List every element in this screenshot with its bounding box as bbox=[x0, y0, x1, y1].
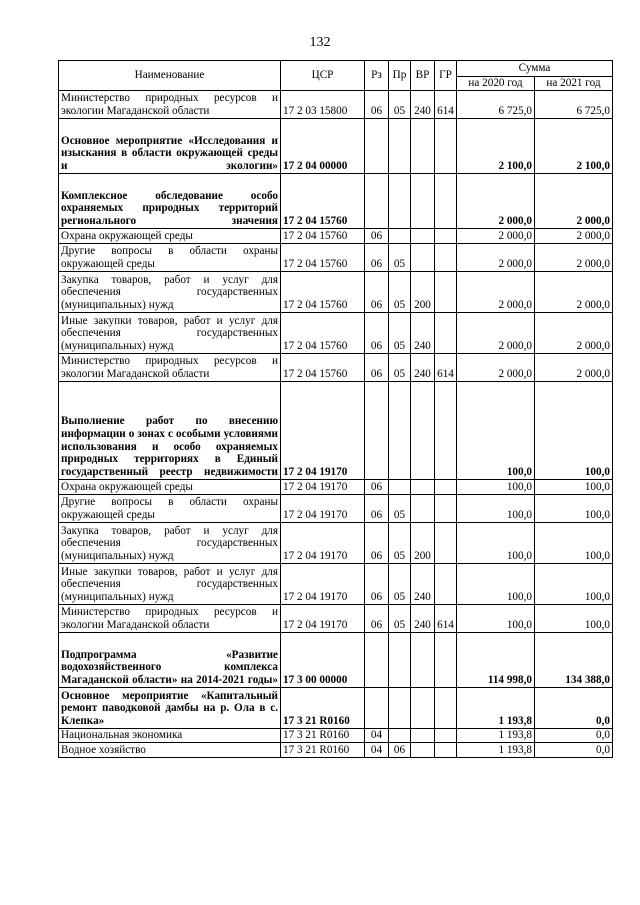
cell-gr bbox=[435, 495, 457, 523]
cell-name: Министерство природных ресурсов и экологии Магаданской области bbox=[59, 605, 281, 633]
cell-csr: 17 2 04 00000 bbox=[281, 119, 365, 174]
cell-vr bbox=[411, 729, 435, 743]
cell-name: Охрана окружающей среды bbox=[59, 480, 281, 495]
cell-gr bbox=[435, 174, 457, 229]
cell-sum-2021: 100,0 bbox=[535, 605, 613, 633]
cell-gr bbox=[435, 564, 457, 605]
cell-sum-2021: 2 000,0 bbox=[535, 354, 613, 382]
cell-sum-2020: 114 998,0 bbox=[457, 633, 535, 688]
cell-rz bbox=[365, 174, 389, 229]
table-row bbox=[59, 633, 613, 688]
cell-vr: 240 bbox=[411, 313, 435, 354]
cell-rz: 06 bbox=[365, 605, 389, 633]
cell-gr bbox=[435, 743, 457, 758]
cell-sum-2020: 2 000,0 bbox=[457, 354, 535, 382]
cell-csr: 17 2 03 15800 bbox=[281, 91, 365, 119]
cell-sum-2021: 2 000,0 bbox=[535, 244, 613, 272]
cell-rz: 06 bbox=[365, 229, 389, 244]
cell-pr: 05 bbox=[389, 495, 411, 523]
cell-name: Иные закупки товаров, работ и услуг для обеспечения государственных (муниципальных) нужд bbox=[59, 313, 281, 354]
cell-name: Выполнение работ по внесению информации о зонах с особыми условиями использования и особо охраняемых природных территориях в Единый государственный реестр недвижимости bbox=[59, 382, 281, 480]
cell-pr bbox=[389, 688, 411, 729]
cell-sum-2021: 0,0 bbox=[535, 729, 613, 743]
cell-vr bbox=[411, 688, 435, 729]
cell-rz: 06 bbox=[365, 354, 389, 382]
cell-sum-2020: 100,0 bbox=[457, 523, 535, 564]
cell-rz: 06 bbox=[365, 495, 389, 523]
cell-gr bbox=[435, 633, 457, 688]
cell-sum-2021: 100,0 bbox=[535, 564, 613, 605]
table-row bbox=[59, 354, 613, 382]
table-row bbox=[59, 119, 613, 174]
table-header bbox=[59, 61, 613, 91]
cell-pr bbox=[389, 229, 411, 244]
cell-csr: 17 2 04 15760 bbox=[281, 174, 365, 229]
cell-sum-2020: 100,0 bbox=[457, 495, 535, 523]
cell-sum-2021: 100,0 bbox=[535, 523, 613, 564]
cell-rz: 06 bbox=[365, 564, 389, 605]
cell-vr bbox=[411, 229, 435, 244]
table-row bbox=[59, 229, 613, 244]
cell-sum-2020: 2 000,0 bbox=[457, 244, 535, 272]
cell-pr: 05 bbox=[389, 272, 411, 313]
table-row bbox=[59, 91, 613, 119]
cell-vr bbox=[411, 495, 435, 523]
cell-gr: 614 bbox=[435, 354, 457, 382]
header-sum: Сумма bbox=[457, 61, 613, 77]
cell-sum-2020: 6 725,0 bbox=[457, 91, 535, 119]
cell-csr: 17 3 00 00000 bbox=[281, 633, 365, 688]
cell-pr: 05 bbox=[389, 523, 411, 564]
table-row bbox=[59, 272, 613, 313]
cell-sum-2020: 100,0 bbox=[457, 564, 535, 605]
cell-csr: 17 2 04 15760 bbox=[281, 229, 365, 244]
cell-sum-2020: 1 193,8 bbox=[457, 688, 535, 729]
cell-sum-2020: 1 193,8 bbox=[457, 743, 535, 758]
cell-gr bbox=[435, 244, 457, 272]
table-row bbox=[59, 605, 613, 633]
cell-name: Национальная экономика bbox=[59, 729, 281, 743]
cell-sum-2020: 100,0 bbox=[457, 480, 535, 495]
cell-rz: 06 bbox=[365, 523, 389, 564]
header-year-2021: на 2021 год bbox=[535, 77, 613, 91]
page-number: 132 bbox=[309, 35, 331, 50]
cell-vr bbox=[411, 480, 435, 495]
cell-sum-2021: 2 000,0 bbox=[535, 313, 613, 354]
cell-csr: 17 3 21 R0160 bbox=[281, 688, 365, 729]
cell-gr bbox=[435, 729, 457, 743]
cell-sum-2021: 2 000,0 bbox=[535, 174, 613, 229]
cell-vr bbox=[411, 244, 435, 272]
cell-rz: 06 bbox=[365, 91, 389, 119]
cell-rz: 06 bbox=[365, 480, 389, 495]
table-body bbox=[59, 91, 613, 758]
cell-sum-2020: 2 100,0 bbox=[457, 119, 535, 174]
cell-name: Закупка товаров, работ и услуг для обеспечения государственных (муниципальных) нужд bbox=[59, 272, 281, 313]
cell-sum-2021: 100,0 bbox=[535, 480, 613, 495]
header-year-2020: на 2020 год bbox=[457, 77, 535, 91]
cell-gr bbox=[435, 382, 457, 480]
table-row bbox=[59, 480, 613, 495]
cell-sum-2021: 2 000,0 bbox=[535, 272, 613, 313]
cell-sum-2020: 2 000,0 bbox=[457, 313, 535, 354]
cell-gr bbox=[435, 523, 457, 564]
cell-rz: 06 bbox=[365, 272, 389, 313]
header-gr: ГР bbox=[435, 61, 457, 91]
table-row bbox=[59, 244, 613, 272]
cell-gr bbox=[435, 119, 457, 174]
table-row bbox=[59, 743, 613, 758]
cell-sum-2021: 2 000,0 bbox=[535, 229, 613, 244]
cell-vr bbox=[411, 174, 435, 229]
table-row bbox=[59, 688, 613, 729]
cell-csr: 17 2 04 19170 bbox=[281, 523, 365, 564]
cell-csr: 17 3 21 R0160 bbox=[281, 729, 365, 743]
cell-name: Охрана окружающей среды bbox=[59, 229, 281, 244]
cell-sum-2020: 2 000,0 bbox=[457, 174, 535, 229]
cell-name: Другие вопросы в области охраны окружающей среды bbox=[59, 244, 281, 272]
table-row bbox=[59, 495, 613, 523]
cell-sum-2020: 1 193,8 bbox=[457, 729, 535, 743]
cell-csr: 17 2 04 15760 bbox=[281, 313, 365, 354]
table-row bbox=[59, 729, 613, 743]
cell-vr: 240 bbox=[411, 605, 435, 633]
cell-rz: 06 bbox=[365, 313, 389, 354]
cell-gr bbox=[435, 313, 457, 354]
table-row bbox=[59, 174, 613, 229]
header-vr: ВР bbox=[411, 61, 435, 91]
cell-pr bbox=[389, 480, 411, 495]
cell-csr: 17 2 04 19170 bbox=[281, 605, 365, 633]
cell-rz: 04 bbox=[365, 743, 389, 758]
cell-sum-2020: 2 000,0 bbox=[457, 272, 535, 313]
cell-pr bbox=[389, 174, 411, 229]
header-rz: Рз bbox=[365, 61, 389, 91]
cell-gr: 614 bbox=[435, 605, 457, 633]
cell-sum-2020: 2 000,0 bbox=[457, 229, 535, 244]
cell-pr bbox=[389, 119, 411, 174]
cell-gr bbox=[435, 480, 457, 495]
cell-name: Иные закупки товаров, работ и услуг для обеспечения государственных (муниципальных) нужд bbox=[59, 564, 281, 605]
cell-rz bbox=[365, 119, 389, 174]
table-row bbox=[59, 523, 613, 564]
cell-vr: 240 bbox=[411, 91, 435, 119]
cell-name: Комплексное обследование особо охраняемых природных территорий регионального значения bbox=[59, 174, 281, 229]
cell-csr: 17 2 04 15760 bbox=[281, 354, 365, 382]
cell-pr bbox=[389, 633, 411, 688]
cell-rz: 04 bbox=[365, 729, 389, 743]
cell-rz bbox=[365, 633, 389, 688]
budget-table bbox=[58, 60, 613, 758]
header-csr: ЦСР bbox=[281, 61, 365, 91]
cell-gr: 614 bbox=[435, 91, 457, 119]
cell-sum-2020: 100,0 bbox=[457, 382, 535, 480]
cell-vr: 200 bbox=[411, 272, 435, 313]
cell-vr bbox=[411, 743, 435, 758]
cell-csr: 17 2 04 19170 bbox=[281, 495, 365, 523]
cell-vr bbox=[411, 382, 435, 480]
cell-pr: 05 bbox=[389, 354, 411, 382]
cell-csr: 17 3 21 R0160 bbox=[281, 743, 365, 758]
cell-pr: 05 bbox=[389, 313, 411, 354]
cell-vr bbox=[411, 633, 435, 688]
cell-sum-2021: 0,0 bbox=[535, 688, 613, 729]
cell-name: Основное мероприятие «Капитальный ремонт паводковой дамбы на р. Ола в с. Клепка» bbox=[59, 688, 281, 729]
cell-pr: 05 bbox=[389, 605, 411, 633]
cell-sum-2021: 6 725,0 bbox=[535, 91, 613, 119]
header-pr: Пр bbox=[389, 61, 411, 91]
cell-name: Министерство природных ресурсов и экологии Магаданской области bbox=[59, 91, 281, 119]
cell-vr: 200 bbox=[411, 523, 435, 564]
cell-pr bbox=[389, 729, 411, 743]
cell-csr: 17 2 04 15760 bbox=[281, 272, 365, 313]
cell-rz bbox=[365, 382, 389, 480]
cell-sum-2021: 0,0 bbox=[535, 743, 613, 758]
cell-name: Подпрограмма «Развитие водохозяйственного комплекса Магаданской области» на 2014-2021 годы» bbox=[59, 633, 281, 688]
cell-sum-2021: 134 388,0 bbox=[535, 633, 613, 688]
cell-pr bbox=[389, 382, 411, 480]
cell-gr bbox=[435, 272, 457, 313]
cell-name: Другие вопросы в области охраны окружающей среды bbox=[59, 495, 281, 523]
cell-csr: 17 2 04 15760 bbox=[281, 244, 365, 272]
table-row bbox=[59, 564, 613, 605]
cell-gr bbox=[435, 688, 457, 729]
cell-csr: 17 2 04 19170 bbox=[281, 382, 365, 480]
table-row bbox=[59, 382, 613, 480]
cell-vr: 240 bbox=[411, 354, 435, 382]
cell-sum-2021: 100,0 bbox=[535, 495, 613, 523]
cell-sum-2020: 100,0 bbox=[457, 605, 535, 633]
cell-pr: 06 bbox=[389, 743, 411, 758]
cell-name: Водное хозяйство bbox=[59, 743, 281, 758]
cell-sum-2021: 100,0 bbox=[535, 382, 613, 480]
cell-rz: 06 bbox=[365, 244, 389, 272]
cell-pr: 05 bbox=[389, 564, 411, 605]
cell-vr bbox=[411, 119, 435, 174]
cell-sum-2021: 2 100,0 bbox=[535, 119, 613, 174]
cell-vr: 240 bbox=[411, 564, 435, 605]
cell-name: Закупка товаров, работ и услуг для обеспечения государственных (муниципальных) нужд bbox=[59, 523, 281, 564]
cell-gr bbox=[435, 229, 457, 244]
header-name: Наименование bbox=[59, 61, 281, 91]
cell-name: Министерство природных ресурсов и экологии Магаданской области bbox=[59, 354, 281, 382]
cell-name: Основное мероприятие «Исследования и изыскания в области окружающей среды и экологии» bbox=[59, 119, 281, 174]
cell-pr: 05 bbox=[389, 244, 411, 272]
cell-csr: 17 2 04 19170 bbox=[281, 480, 365, 495]
cell-pr: 05 bbox=[389, 91, 411, 119]
cell-rz bbox=[365, 688, 389, 729]
table-row bbox=[59, 313, 613, 354]
cell-csr: 17 2 04 19170 bbox=[281, 564, 365, 605]
